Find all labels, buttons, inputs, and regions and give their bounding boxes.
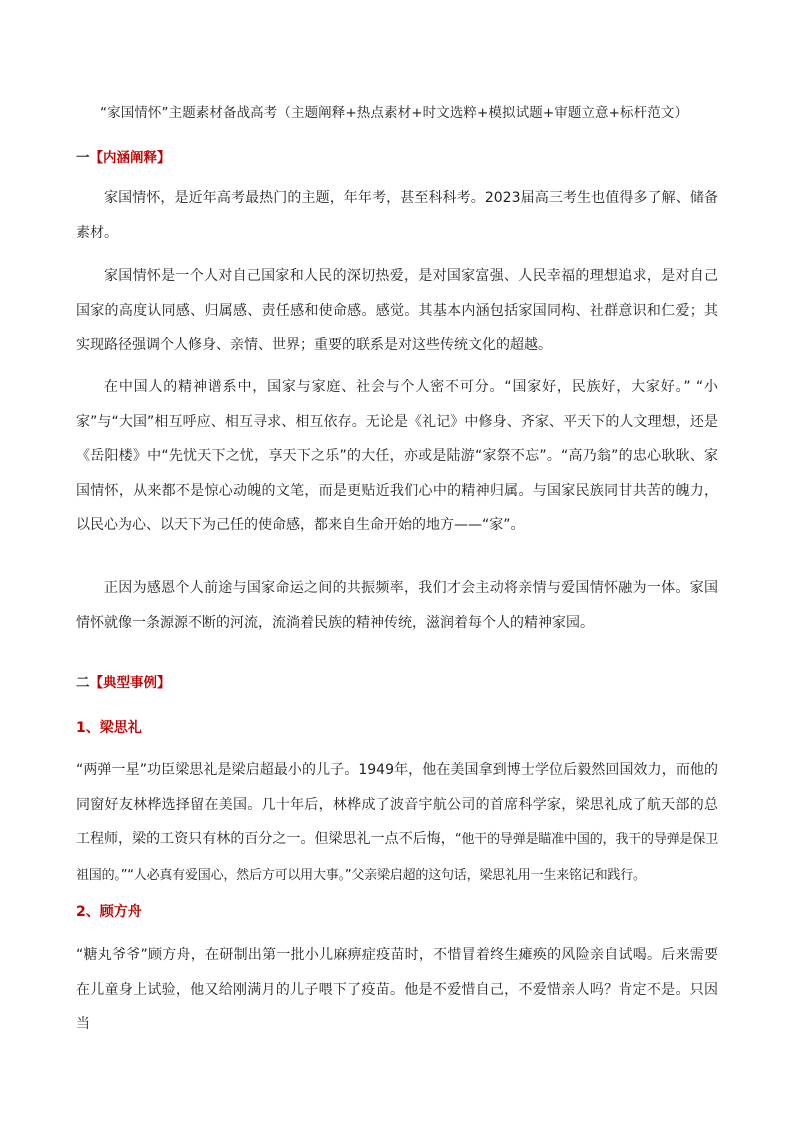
section-heading-typical-cases — [76, 674, 171, 692]
paragraph: 正因为感恩个人前途与国家命运之间的共振频率，我们才会主动将亲情与爱国情怀融为一体。家国情怀就像一条源源不断的河流，流淌着民族的精神传统，滋润着每个人的精神家园。 — [76, 580, 718, 631]
section-number: 二 — [76, 675, 90, 691]
case-paragraph: “糖丸爷爷”顾方舟，在研制出第一批小儿麻痹症疫苗时，不惜冒着终生瘫痪的风险亲自试喝。后来需要在儿童身上试验，他又给刚满月的儿子喂下了疫苗。他是不爱惜自己，不爱惜亲人吗？肯定不是。只因当 — [76, 947, 718, 1032]
section-number: 一 — [76, 150, 90, 166]
section-label: 【内涵阐释】 — [89, 150, 171, 166]
case-quote: “他干的导弹是瞄准中国的，我干的导弹是保卫祖国的。”“人必真有爱国心，然后方可以用大事。”父亲梁启超的这句话，梁思礼用一生来铭记和践行。 — [76, 832, 718, 883]
section-label: 【典型事例】 — [89, 675, 171, 691]
section-heading-connotation — [76, 149, 171, 167]
case-title: 1、梁思礼 — [76, 720, 142, 736]
document-title: “家国情怀”主题素材备战高考（主题阐释+热点素材+时文选粹+模拟试题+审题立意+标杆范文） — [100, 105, 689, 121]
paragraph: 家国情怀是一个人对自己国家和人民的深切热爱，是对国家富强、人民幸福的理想追求，是对自己国家的高度认同感、归属感、责任感和使命感。感觉。其基本内涵包括家国同构、社群意识和仁爱；其实现路径强调个人修身、亲情、世界；重要的联系是对这些传统文化的超越。 — [76, 268, 718, 353]
paragraph: 在中国人的精神谱系中，国家与家庭、社会与个人密不可分。“国家好，民族好，大家好。” “小家”与“大国”相互呼应、相互寻求、相互依存。无论是《礼记》中修身、齐家、平天下的人文理想，还是《岳阳楼》中“先忧天下之忧，享天下之乐”的大任，亦或是陆游“家祭不忘”。“高乃翁”的忠心耿耿、家国情怀，从来都不是惊心动魄的文笔，而是更贴近我们心中的精神归属。与国家民族同甘共苦的魄力，以民心为心、以天下为己任的使命感，都来自生命开始的地方——“家”。 — [76, 379, 718, 533]
case-title: 2、顾方舟 — [76, 904, 142, 920]
paragraph: 家国情怀，是近年高考最热门的主题，年年考，甚至科科考。2023届高三考生也值得多了解、储备素材。 — [76, 190, 718, 241]
case-text: “两弹一星”功臣梁思礼是梁启超最小的儿子。1949年，他在美国拿到博士学位后毅然回国效力，而他的同窗好友林桦选择留在美国。几十年后，林桦成了波音宇航公司的首席科学家，梁思礼成了航天部的总工程师，梁的工资只有林的百分之一。但梁思礼一点不后悔， — [76, 762, 718, 847]
case-paragraph — [76, 753, 718, 893]
